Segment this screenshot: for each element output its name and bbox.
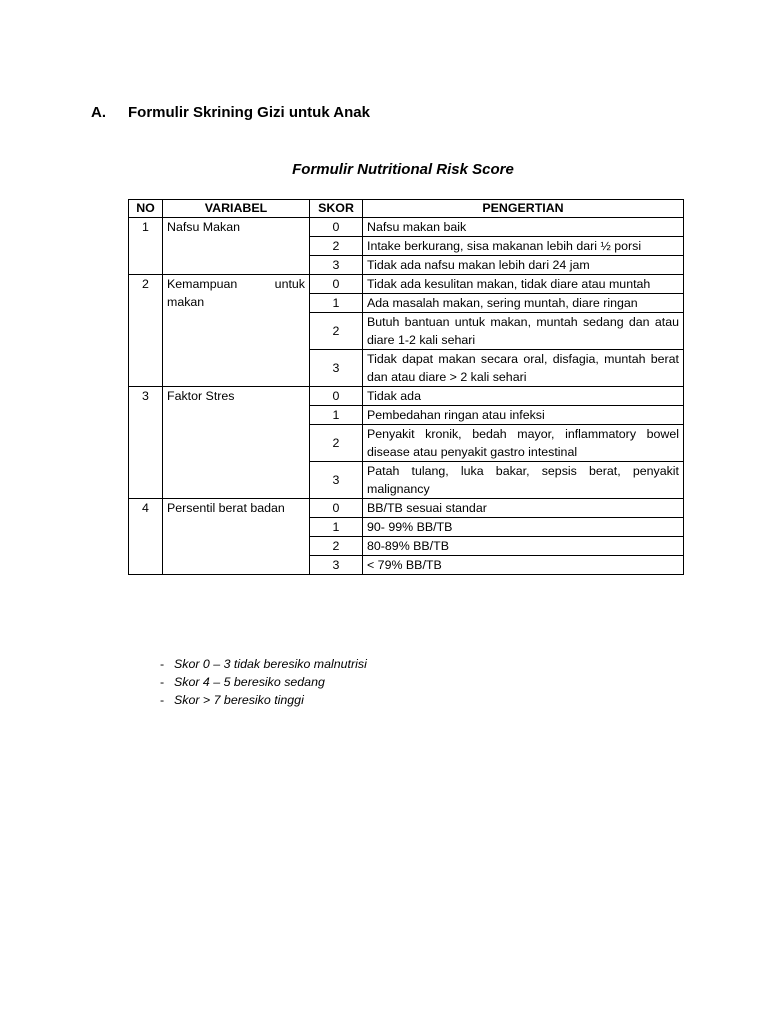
header-no: NO — [129, 200, 163, 218]
list-item: - Skor 0 – 3 tidak beresiko malnutrisi — [160, 655, 367, 673]
row-definition: Intake berkurang, sisa makanan lebih dari ½ porsi — [363, 237, 684, 256]
row-definition: Tidak ada — [363, 387, 684, 406]
row-skor: 2 — [310, 425, 363, 462]
row-skor: 1 — [310, 294, 363, 313]
row-skor: 3 — [310, 256, 363, 275]
table-row — [129, 275, 684, 294]
row-skor: 0 — [310, 218, 363, 237]
row-definition: Tidak ada kesulitan makan, tidak diare atau muntah — [363, 275, 684, 294]
row-skor: 1 — [310, 406, 363, 425]
row-skor: 3 — [310, 556, 363, 575]
list-item: - Skor > 7 beresiko tinggi — [160, 691, 367, 709]
row-skor: 3 — [310, 350, 363, 387]
row-definition: Patah tulang, luka bakar, sepsis berat, penyakit malignancy — [363, 462, 684, 499]
section-letter: A. — [91, 104, 106, 121]
row-skor: 1 — [310, 518, 363, 537]
row-definition: Penyakit kronik, bedah mayor, inflammatory bowel disease atau penyakit gastro intestinal — [363, 425, 684, 462]
row-no: 1 — [129, 218, 163, 275]
row-definition: 90- 99% BB/TB — [363, 518, 684, 537]
section-heading — [91, 104, 370, 121]
section-title: Formulir Skrining Gizi untuk Anak — [128, 104, 370, 121]
list-item: - Skor 4 – 5 beresiko sedang — [160, 673, 367, 691]
row-skor: 2 — [310, 237, 363, 256]
row-skor: 2 — [310, 313, 363, 350]
row-no: 3 — [129, 387, 163, 499]
row-variable: Faktor Stres — [163, 387, 310, 499]
row-definition: Tidak ada nafsu makan lebih dari 24 jam — [363, 256, 684, 275]
row-skor: 0 — [310, 387, 363, 406]
row-skor: 0 — [310, 275, 363, 294]
row-variable: Nafsu Makan — [163, 218, 310, 275]
row-variable: Persentil berat badan — [163, 499, 310, 575]
row-variable: Kemampuan untuk makan — [163, 275, 310, 387]
row-definition: Pembedahan ringan atau infeksi — [363, 406, 684, 425]
row-skor: 2 — [310, 537, 363, 556]
header-pengertian: PENGERTIAN — [363, 200, 684, 218]
row-definition: Ada masalah makan, sering muntah, diare ringan — [363, 294, 684, 313]
row-no: 2 — [129, 275, 163, 387]
table-row — [129, 499, 684, 518]
nutritional-risk-score-table — [128, 199, 684, 575]
row-definition: < 79% BB/TB — [363, 556, 684, 575]
row-skor: 3 — [310, 462, 363, 499]
row-definition: BB/TB sesuai standar — [363, 499, 684, 518]
row-definition: Nafsu makan baik — [363, 218, 684, 237]
header-skor: SKOR — [310, 200, 363, 218]
table-header-row — [129, 200, 684, 218]
score-notes-list — [160, 655, 367, 709]
row-definition: 80-89% BB/TB — [363, 537, 684, 556]
header-variabel: VARIABEL — [163, 200, 310, 218]
form-title: Formulir Nutritional Risk Score — [292, 161, 514, 178]
table-row — [129, 218, 684, 237]
table-row — [129, 387, 684, 406]
row-definition: Tidak dapat makan secara oral, disfagia, muntah berat dan atau diare > 2 kali sehari — [363, 350, 684, 387]
row-no: 4 — [129, 499, 163, 575]
row-skor: 0 — [310, 499, 363, 518]
row-definition: Butuh bantuan untuk makan, muntah sedang dan atau diare 1-2 kali sehari — [363, 313, 684, 350]
